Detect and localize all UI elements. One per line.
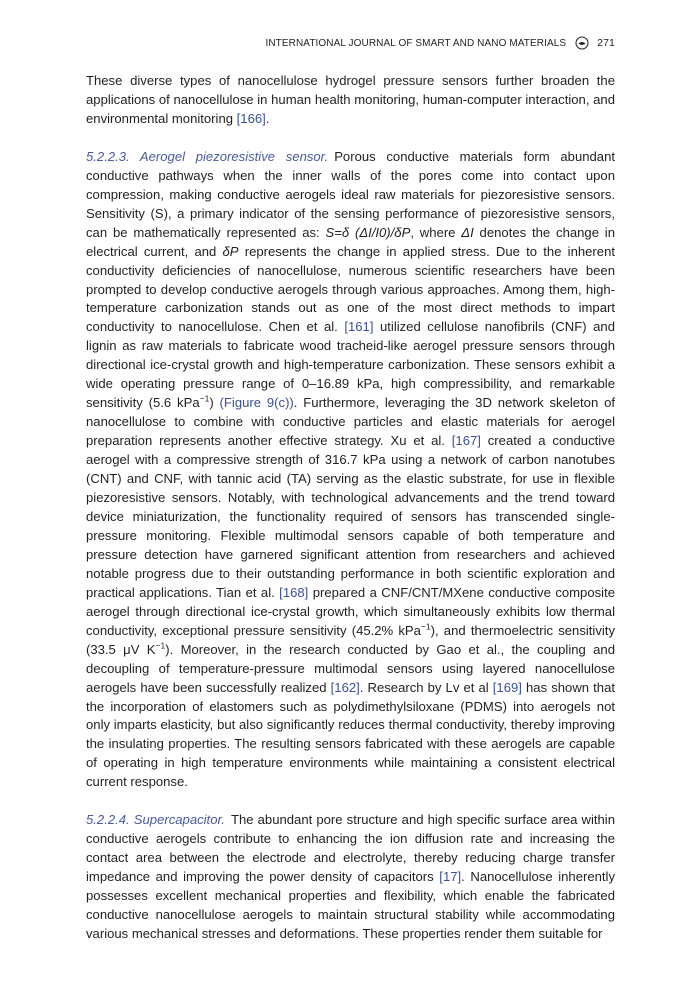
text-run: ), and thermoelectric sensitivity (33.5 μV K bbox=[86, 622, 615, 657]
text-run: These diverse types of nanocellulose hydrogel pressure sensors further broaden the applications of nanocellulose in human health monitoring, human-computer interaction, and environmental monitoring bbox=[86, 73, 615, 126]
text-run: has shown that the incorporation of elastomers such as polydimethylsiloxane (PDMS) into aerogels not only imparts elasticity, but also significantly reduces thermal conductivity, thereby improving the insulating properties. The resulting sensors fabricated with these aerogels are capable of operating in high temperature environments while maintaining a consistent electrical current response. bbox=[86, 679, 615, 790]
paragraph-hydrogel-summary bbox=[86, 72, 615, 129]
sensitivity-formula: S=δ (ΔI/I0)/δP bbox=[325, 224, 411, 240]
text-run: represents the change in applied stress. Due to the inherent conductivity deficiencies of nanocellulose, numerous scientific researchers have been prompted to develop conductive aerogels through various approaches. Among them, high-temperature carbonization stands out as one of the most direct methods to impart conductivity to nanocellulose. Chen et al. bbox=[86, 243, 615, 335]
math-delta-p: δP bbox=[222, 243, 239, 259]
paragraph-aerogel-sensor bbox=[86, 148, 615, 792]
citation-link-161[interactable]: [ 161 ] bbox=[344, 319, 373, 334]
section-heading-5-2-2-4: 5.2.2.4. Supercapacitor. bbox=[86, 812, 225, 828]
math-delta-i: ΔI bbox=[461, 224, 474, 240]
superscript-minus-one: −1 bbox=[155, 640, 166, 651]
citation-link-168[interactable]: [ 168 ] bbox=[279, 585, 308, 600]
text-run: created a conductive aerogel with a compressive strength of 316.7 kPa using a network of carbon nanotubes (CNT) and CNF, with tannic acid (TA) serving as the elastic substrate, for use in flexible piezoresistive sensors. Notably, with technological advancements and the trend toward device miniaturization, the functionality required of sensors has transcended single-pressure monitoring. Flexible multimodal sensors capable of both temperature and pressure detection have garnered significant attention from researchers and achieved notable progress due to their outstanding performance in both scientific exploration and practical applications. Tian et al. bbox=[86, 433, 615, 600]
citation-link-162[interactable]: [ 162 ] bbox=[331, 680, 360, 695]
citation-link-166[interactable]: [ 166 ] bbox=[237, 111, 266, 126]
journal-title: INTERNATIONAL JOURNAL OF SMART AND NANO MATERIALS bbox=[265, 37, 567, 49]
text-run: denotes the change in electrical current, and bbox=[86, 224, 615, 259]
citation-link-169[interactable]: [ 169 ] bbox=[493, 680, 522, 695]
superscript-minus-one: −1 bbox=[420, 621, 431, 632]
figure-link-9c[interactable]: (Figure 9(c)) bbox=[219, 395, 294, 411]
article-body bbox=[86, 72, 615, 944]
paragraph-supercapacitor bbox=[86, 811, 615, 944]
journal-logo-icon bbox=[575, 36, 589, 50]
text-run: . Furthermore, leveraging the 3D network skeleton of nanocellulose to combine with conductive particles and elastic materials for aerogel preparation represents another effective strategy. Xu et al. bbox=[86, 395, 616, 449]
text-run: . Research by Lv et al bbox=[359, 679, 493, 695]
text-run: . bbox=[265, 110, 270, 126]
text-run: Porous conductive materials form abundant conductive pathways when the inner walls of the pores come into contact upon compression, making conductive aerogels ideal raw materials for piezoresistive sensors. Sensitivity (S), a primary indicator of the sensing performance of piezoresistive sensors, can be mathematically represented as: bbox=[86, 148, 615, 240]
text-run: , where bbox=[410, 224, 462, 240]
text-run: ). Moreover, in the research conducted by Gao et al., the coupling and decoupling of temperature-pressure multimodal sensors using layered nanocellulose aerogels have been successfully realized bbox=[86, 641, 615, 695]
text-run: prepared a CNF/CNT/MXene conductive composite aerogel through directional ice-crystal growth, which simultaneously exhibits low thermal conductivity, exceptional pressure sensitivity (45.2% kPa bbox=[86, 584, 615, 638]
text-run: . Nanocellulose inherently possesses excellent mechanical properties and flexibility, which enable the fabricated conductive nanocellulose aerogels to maintain structural stability while accommodating various mechanical stresses and deformations. These properties render them suitable for bbox=[86, 869, 615, 941]
citation-link-167[interactable]: [ 167 ] bbox=[452, 433, 481, 448]
text-run: The abundant pore structure and high specific surface area within conductive aerogels contribute to enhancing the ion diffusion rate and increasing the contact area between the electrode and electrolyte, thereby reducing charge transfer impedance and improving the power density of capacitors bbox=[86, 812, 615, 885]
superscript-minus-one: −1 bbox=[199, 393, 210, 404]
text-run: ) bbox=[209, 395, 220, 411]
text-run: utilized cellulose nanofibrils (CNF) and lignin as raw materials to fabricate wood tracheid-like aerogel pressure sensors through directional ice-crystal growth and high-temperature carbonization. These sensors exhibit a wide operating pressure range of 0–16.89 kPa, high compressibility, and remarkable sensitivity (5.6 kPa bbox=[86, 319, 615, 411]
running-header bbox=[86, 36, 615, 50]
page-number: 271 bbox=[597, 37, 615, 49]
section-heading-5-2-2-3: 5.2.2.3. Aerogel piezoresistive sensor. bbox=[86, 148, 329, 164]
citation-link-17[interactable]: [ 17 ] bbox=[439, 869, 461, 884]
